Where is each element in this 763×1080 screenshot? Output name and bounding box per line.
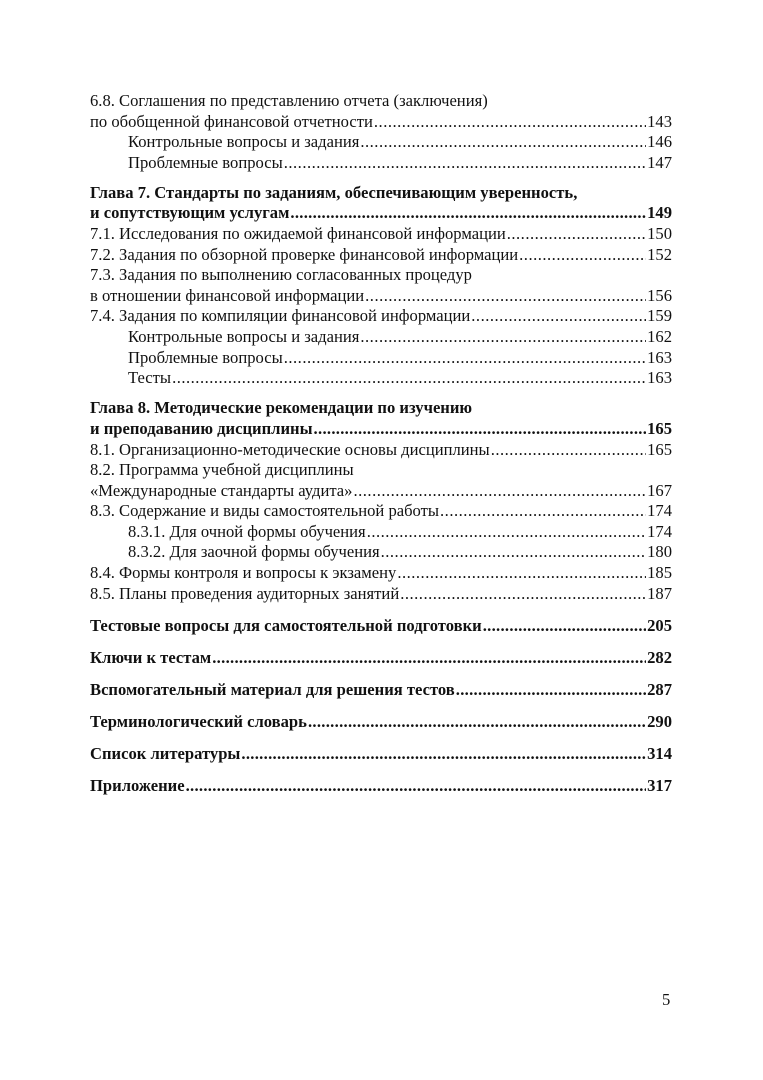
toc-entry-label: Проблемные вопросы — [128, 152, 283, 172]
toc-entry-label: Проблемные вопросы — [128, 347, 283, 367]
toc-chapter-8[interactable] — [90, 419, 672, 440]
dot-leader — [400, 584, 646, 605]
dot-leader — [367, 522, 646, 543]
toc-entry-8-1[interactable] — [90, 440, 672, 461]
toc-page-number: 174 — [647, 501, 672, 521]
toc-entry-6-problem-questions[interactable] — [90, 153, 672, 174]
toc-entry-label: 7.4. Задания по компиляции финансовой информации — [90, 306, 471, 326]
toc-entry-8-3-1[interactable] — [90, 522, 672, 543]
toc-entry-label: в отношении финансовой информации — [90, 285, 365, 305]
toc-entry-glossary[interactable] — [90, 712, 672, 733]
toc-entry-6-8-line1: 6.8. Соглашения по представлению отчета (заключения) — [90, 91, 488, 110]
toc-entry-7-3[interactable] — [90, 286, 672, 307]
toc-page-number: 187 — [647, 583, 672, 603]
toc-entry-7-1[interactable] — [90, 224, 672, 245]
dot-leader — [360, 327, 646, 348]
toc-entry-label: Контрольные вопросы и задания — [128, 132, 360, 152]
toc-page-number: 180 — [647, 542, 672, 562]
toc-entry-label: 8.1. Организационно-методические основы дисциплины — [90, 439, 490, 459]
toc-page-number: 165 — [647, 418, 672, 438]
toc-entry-label: «Международные стандарты аудита» — [90, 480, 353, 500]
toc-page-number: 163 — [647, 347, 672, 367]
toc-page-number: 174 — [647, 521, 672, 541]
dot-leader — [212, 648, 646, 669]
toc-page-number: 317 — [647, 776, 672, 796]
toc-entry-appendix[interactable] — [90, 776, 672, 797]
toc-entry-7-problem-questions[interactable] — [90, 348, 672, 369]
toc-entry-7-4[interactable] — [90, 306, 672, 327]
toc-entry-8-2-line1: 8.2. Программа учебной дисциплины — [90, 460, 354, 480]
toc-entry-label: и преподаванию дисциплины — [90, 418, 313, 438]
toc-entry-label: 7.1. Исследования по ожидаемой финансовой информации — [90, 224, 506, 244]
toc-chapter-7-line1: Глава 7. Стандарты по заданиям, обеспечивающим уверенность, — [90, 182, 578, 202]
page-number: 5 — [662, 990, 671, 1009]
dot-leader — [290, 203, 646, 224]
dot-leader — [365, 286, 646, 307]
dot-leader — [471, 306, 646, 327]
toc-page-number: 163 — [647, 368, 672, 388]
toc-page-number: 162 — [647, 327, 672, 347]
toc-entry-label: и сопутствующим услугам — [90, 203, 290, 223]
toc-page-number: 150 — [647, 224, 672, 244]
toc-page-number: 287 — [647, 679, 672, 699]
toc-entry-7-2[interactable] — [90, 245, 672, 266]
dot-leader — [440, 501, 646, 522]
toc-page-number: 205 — [647, 615, 672, 635]
toc-entry-7-control-questions[interactable] — [90, 327, 672, 348]
toc-entry-8-3[interactable] — [90, 501, 672, 522]
toc-entry-label: 8.3.2. Для заочной формы обучения — [128, 542, 380, 562]
dot-leader — [483, 616, 646, 637]
toc-page-number: 149 — [647, 203, 672, 223]
dot-leader — [186, 776, 647, 797]
toc-page-number: 156 — [647, 285, 672, 305]
toc-entry-label: 7.2. Задания по обзорной проверке финансовой информации — [90, 244, 519, 264]
toc-entry-8-3-2[interactable] — [90, 542, 672, 563]
toc-chapter-7[interactable] — [90, 203, 672, 224]
toc-page-number: 147 — [647, 152, 672, 172]
toc-page-number: 146 — [647, 132, 672, 152]
toc-entry-label: Контрольные вопросы и задания — [128, 327, 360, 347]
dot-leader — [519, 245, 646, 266]
toc-page-number: 314 — [647, 744, 672, 764]
dot-leader — [284, 153, 646, 174]
toc-entry-auxiliary-material[interactable] — [90, 680, 672, 701]
toc-entry-test-questions[interactable] — [90, 616, 672, 637]
toc-entry-7-tests[interactable] — [90, 368, 672, 389]
dot-leader — [284, 348, 646, 369]
toc-page-number: 159 — [647, 306, 672, 326]
dot-leader — [308, 712, 646, 733]
toc-entry-label: 8.4. Формы контроля и вопросы к экзамену — [90, 563, 397, 583]
toc-page-number: 290 — [647, 712, 672, 732]
toc-entry-label: Тестовые вопросы для самостоятельной подготовки — [90, 615, 482, 635]
toc-entry-label: Ключи к тестам — [90, 647, 212, 667]
dot-leader — [381, 542, 647, 563]
toc-entry-label: по обобщенной финансовой отчетности — [90, 111, 373, 131]
toc-entry-literature[interactable] — [90, 744, 672, 765]
dot-leader — [491, 440, 646, 461]
dot-leader — [397, 563, 646, 584]
toc-entry-8-2[interactable] — [90, 481, 672, 502]
table-of-contents — [90, 91, 672, 797]
toc-entry-label: Терминологический словарь — [90, 712, 307, 732]
toc-entry-7-3-line1: 7.3. Задания по выполнению согласованных процедур — [90, 265, 472, 285]
toc-entry-label: 8.3.1. Для очной формы обучения — [128, 521, 366, 541]
dot-leader — [172, 368, 646, 389]
toc-entry-8-4[interactable] — [90, 563, 672, 584]
toc-entry-6-8[interactable] — [90, 112, 672, 133]
toc-entry-label: 8.3. Содержание и виды самостоятельной работы — [90, 501, 440, 521]
toc-page-number: 282 — [647, 647, 672, 667]
toc-entry-label: Список литературы — [90, 744, 241, 764]
toc-chapter-8-line1: Глава 8. Методические рекомендации по изучению — [90, 398, 473, 418]
toc-entry-label: Тесты — [128, 368, 172, 388]
toc-page-number: 165 — [647, 439, 672, 459]
dot-leader — [374, 112, 646, 133]
toc-entry-label: Приложение — [90, 776, 185, 796]
toc-entry-label: Вспомогательный материал для решения тестов — [90, 679, 455, 699]
dot-leader — [507, 224, 646, 245]
dot-leader — [314, 419, 647, 440]
dot-leader — [360, 132, 646, 153]
toc-entry-8-5[interactable] — [90, 584, 672, 605]
toc-entry-label: 8.5. Планы проведения аудиторных занятий — [90, 583, 400, 603]
toc-page-number: 143 — [647, 111, 672, 131]
toc-page-number: 152 — [647, 244, 672, 264]
dot-leader — [353, 481, 646, 502]
toc-entry-test-keys[interactable] — [90, 648, 672, 669]
toc-page-number: 167 — [647, 480, 672, 500]
dot-leader — [456, 680, 646, 701]
dot-leader — [241, 744, 646, 765]
toc-page-number: 185 — [647, 563, 672, 583]
toc-entry-6-control-questions[interactable] — [90, 132, 672, 153]
